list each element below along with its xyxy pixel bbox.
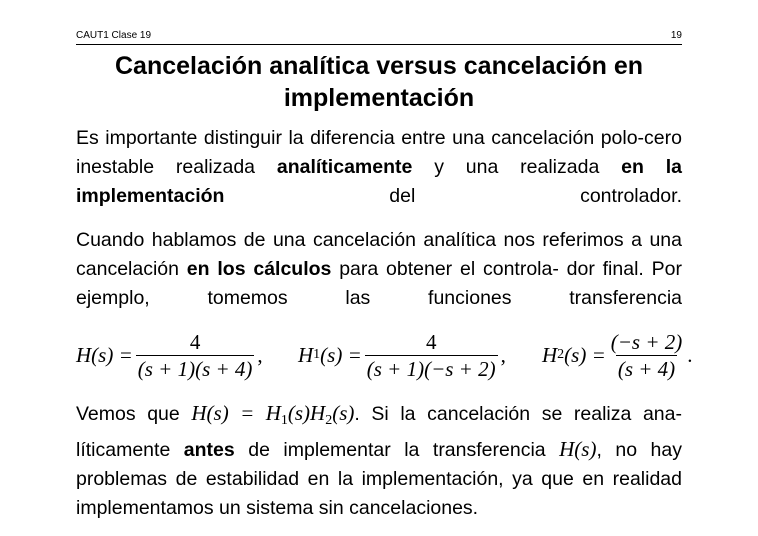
eq2-fraction	[365, 330, 498, 381]
p2-text-c: para obtener el controla- dor final. Por ejemplo, tomemos las funciones transferencia	[76, 258, 682, 309]
slide-header	[76, 30, 682, 44]
eq2-denominator: (s + 1)(−s + 2)	[366, 356, 496, 381]
paragraph-conclusion	[76, 399, 682, 523]
p1-bold-analiticamente: analíticamente	[276, 156, 413, 178]
paragraph-analytic	[76, 226, 682, 313]
p4-math-product: $H(s) = H_1(s)H_2(s)$	[191, 401, 355, 428]
p4-text-e: , no hay problemas de estabilidad en la implementación, ya que en realidad implementamos un sistema sin cancelaciones.	[76, 439, 682, 519]
eq1-lhs: H(s) =	[76, 342, 133, 367]
p2-bold-calculos: en los cálculos	[186, 258, 332, 280]
eq1-fraction	[136, 330, 255, 381]
eq3-subscript: 2	[557, 347, 565, 362]
eq3-fraction	[609, 330, 685, 381]
eq3-denominator: (s + 4)	[617, 356, 676, 381]
page-number: 19	[670, 30, 682, 41]
p1-text-a: Es importante distinguir la diferencia entre una cancelación polo-cero inestable realizada	[76, 127, 682, 178]
equation-h: H(s) = $\frac{4}{(s + 1)(s + 4)}$ ,	[76, 329, 263, 381]
p1-bold-implementacion: en la implementación	[76, 156, 682, 207]
course-label: CAUT1 Clase 19	[76, 30, 152, 41]
eq2-lhs-h: H	[298, 342, 314, 367]
equation-h2: H 2 (s) = $\frac{(-s + 2)}{(s + 4)}$ .	[542, 329, 693, 381]
p1-text-e: del controlador.	[224, 185, 682, 207]
p1-text-c: y una realizada	[412, 156, 622, 178]
equation-h1: H 1 (s) = $\frac{4}{(s + 1)(-s + 2)}$ ,	[298, 329, 506, 381]
title-line-2: implementación	[283, 84, 475, 112]
eq2-lhs-rest: (s) =	[320, 342, 362, 367]
p2-text-a: Cuando hablamos de una cancelación analítica nos referimos a una cancelación	[76, 229, 682, 280]
paragraph-distinction	[76, 124, 682, 211]
eq1-numerator: 4	[189, 329, 201, 354]
p4-text-d: de implementar la transferencia	[234, 439, 560, 461]
p4-math-h: H(s)	[559, 437, 597, 461]
p4-text-a: Vemos que	[76, 403, 192, 425]
p4-text-b: . Si la cancelación se realiza ana- líticamente	[76, 403, 682, 461]
eq2-numerator: 4	[425, 329, 437, 354]
header-rule	[76, 44, 682, 45]
eq1-denominator: (s + 1)(s + 4)	[137, 356, 253, 381]
slide-title	[76, 50, 682, 114]
eq2-subscript: 1	[313, 347, 321, 362]
title-line-1: Cancelación analítica versus cancelación en	[114, 52, 644, 80]
eq3-numerator: (−s + 2)	[610, 329, 683, 354]
p4-bold-antes: antes	[183, 439, 235, 461]
eq3-lhs-h: H	[542, 342, 558, 367]
transfer-functions	[76, 324, 716, 386]
eq3-lhs-rest: (s) =	[564, 342, 606, 367]
